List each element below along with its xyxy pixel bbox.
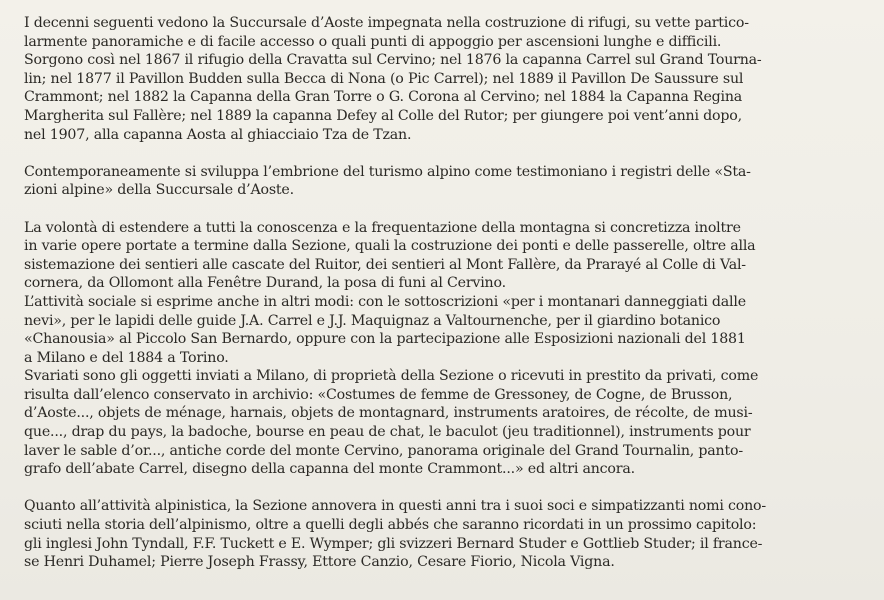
text-line: I decenni seguenti vedono la Succursale d’Aoste impegnata nella costruzione di rifugi, su vette partico- [24, 15, 749, 31]
text-line: Sorgono così nel 1867 il rifugio della Cravatta sul Cervino; nel 1876 la capanna Carrel sul Grand Tourna- [24, 52, 762, 69]
text-line: La volontà di estendere a tutti la conoscenza e la frequentazione della montagna si concretizza inoltre [24, 219, 741, 236]
text-line: zioni alpine» della Succursale d’Aoste. [24, 182, 294, 199]
text-line: a Milano e del 1884 a Torino. [24, 349, 229, 366]
text-line: gli inglesi John Tyndall, F.F. Tuckett e E. Wymper; gli svizzeri Bernard Studer e Gottlieb Studer; il france- [24, 535, 763, 552]
text-line: «Chanousia» al Piccolo San Bernardo, oppure con la partecipazione alle Esposizioni nazionali del 1881 [24, 331, 746, 348]
paragraph-turismo [24, 163, 864, 200]
text-line: L’attività sociale si esprime anche in altri modi: con le sottoscrizioni «per i montanari danneggiati dalle [24, 293, 746, 310]
text-line: nel 1907, alla capanna Aosta al ghiacciaio Tza de Tzan. [24, 126, 412, 143]
text-line: laver le sable d’or..., antiche corde del monte Cervino, panorama originale del Grand Tournalin, panto- [24, 442, 743, 459]
text-line: risulta dall’elenco conservato in archivio: «Costumes de femme de Gressoney, de Cogne, de Brusson, [24, 386, 733, 403]
paragraph-opere [24, 219, 864, 479]
paragraph-spacer [24, 479, 864, 498]
text-line: sciuti nella storia dell’alpinismo, oltre a quelli degli abbés che saranno ricordati in un prossimo capitolo: [24, 517, 757, 534]
text-line: nevi», per le lapidi delle guide J.A. Carrel e J.J. Maquignaz a Valtournenche, per il giardino botanico [24, 312, 721, 329]
text-line: in varie opere portate a termine dalla Sezione, quali la costruzione dei ponti e delle passerelle, oltre alla [24, 238, 756, 255]
text-line: Crammont; nel 1882 la Capanna della Gran Torre o G. Corona al Cervino; nel 1884 la Capanna Regina [24, 89, 743, 106]
paragraph-rifugi [24, 14, 864, 144]
text-line: que..., drap du pays, la badoche, bourse en peau de chat, le baculot (jeu traditionnel), instruments pour [24, 424, 751, 441]
text-line: grafo dell’abate Carrel, disegno della capanna del monte Crammont...» ed altri ancora. [24, 461, 635, 478]
text-line: se Henri Duhamel; Pierre Joseph Frassy, Ettore Canzio, Cesare Fiorio, Nicola Vigna. [24, 554, 615, 571]
text-line: d’Aoste..., objets de ménage, harnais, objets de montagnard, instruments aratoires, de récolte, de musi- [24, 405, 753, 422]
paragraph-alpinismo [24, 497, 864, 571]
text-line: Svariati sono gli oggetti inviati a Milano, di proprietà della Sezione o ricevuti in prestito da privati, come [24, 368, 759, 385]
text-line: cornera, da Ollomont alla Fenêtre Durand, la posa di funi al Cervino. [24, 275, 506, 292]
text-line: lin; nel 1877 il Pavillon Budden sulla Becca di Nona (o Pic Carrel); nel 1889 il Pavillon De Saussure sul [24, 70, 744, 87]
paragraph-spacer [24, 200, 864, 219]
paragraph-spacer [24, 144, 864, 163]
text-line: larmente panoramiche e di facile accesso o quali punti di appoggio per ascensioni lunghe e difficili. [24, 33, 722, 50]
text-line: Contemporaneamente si sviluppa l’embrione del turismo alpino come testimoniano i registri delle «Sta- [24, 163, 751, 180]
text-line: Quanto all’attività alpinistica, la Sezione annovera in questi anni tra i suoi soci e simpatizzanti nomi cono- [24, 498, 766, 515]
text-line: sistemazione dei sentieri alle cascate del Ruitor, dei sentieri al Mont Fallère, da Prarayé al Colle di Val- [24, 256, 746, 273]
text-line: Margherita sul Fallère; nel 1889 la capanna Defey al Colle del Rutor; per giungere poi vent’anni dopo, [24, 107, 742, 124]
